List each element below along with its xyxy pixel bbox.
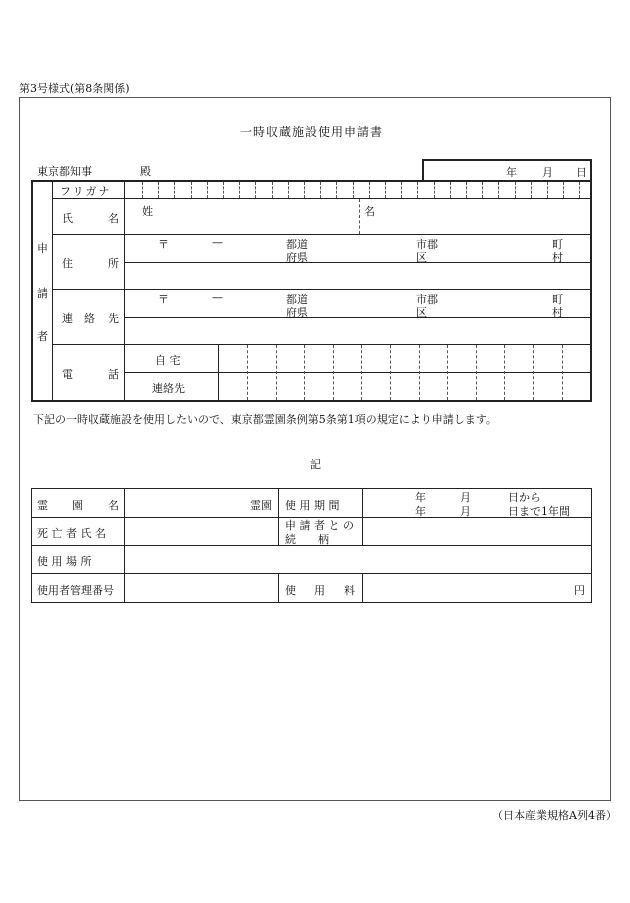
home-phone-label: 自 宅 (155, 354, 181, 367)
furigana-cell-divider (336, 182, 337, 198)
address-label-1: 住 (62, 257, 73, 270)
phone-cell-divider (361, 345, 362, 400)
furigana-cell-divider (450, 182, 451, 198)
cemetery-name-label-1: 霊 (37, 499, 48, 512)
contact-pref-1: 都道 (286, 293, 308, 306)
phone-cell-divider (390, 345, 391, 400)
contact-label-3: 先 (108, 312, 119, 325)
furigana-cell-divider (174, 182, 175, 198)
furigana-cell-divider (466, 182, 467, 198)
furigana-cell-divider (417, 182, 418, 198)
furigana-cell-divider (563, 182, 564, 198)
statement-text: 下記の一時収蔵施設を使用したいので、東京都霊園条例第5条第1項の規定により申請します。 (33, 413, 497, 426)
furigana-cell-divider (158, 182, 159, 198)
contact-postal-mark: 〒 (158, 293, 169, 306)
cemetery-name-label-3: 名 (108, 499, 119, 512)
contact-city-1: 市郡 (416, 293, 438, 306)
period-end-month: 月 (460, 505, 471, 518)
addressee-honorific: 殿 (140, 165, 151, 178)
address-pref-1: 都道 (286, 238, 308, 251)
contact-town-2: 村 (552, 306, 563, 319)
furigana-cell-divider (223, 182, 224, 198)
cemetery-suffix: 霊園 (250, 499, 272, 512)
phone-cell-divider (276, 345, 277, 400)
applicant-top-border (31, 180, 592, 182)
contact-label-2: 絡 (84, 312, 95, 325)
surname-label: 姓 (142, 205, 153, 218)
contact-postal-dash: — (212, 291, 223, 304)
phone-cell-divider (476, 345, 477, 400)
contact-label-1: 連 (62, 312, 73, 325)
relation-label-1: 申 請 者 と の (285, 519, 354, 532)
phone-cell-divider (247, 345, 248, 400)
contact-town-1: 町 (552, 293, 563, 306)
address-postal-mark: 〒 (158, 238, 169, 251)
address-postal-dash: — (212, 236, 223, 249)
furigana-cell-divider (353, 182, 354, 198)
period-end-year: 年 (415, 505, 426, 518)
deceased-label: 死 亡 者 氏 名 (37, 527, 106, 540)
address-label-2: 所 (108, 257, 119, 270)
date-month[interactable]: 月 (542, 166, 553, 179)
cemetery-name-label-2: 園 (72, 499, 83, 512)
furigana-cell-divider (515, 182, 516, 198)
furigana-cell-divider (320, 182, 321, 198)
phone-cell-divider (304, 345, 305, 400)
furigana-cell-divider (239, 182, 240, 198)
furigana-cell-divider (531, 182, 532, 198)
applicant-label-1: 申 (37, 242, 48, 255)
date-day[interactable]: 日 (576, 166, 587, 179)
phone-cell-divider (333, 345, 334, 400)
furigana-cell-divider (579, 182, 580, 198)
furigana-cell-divider (369, 182, 370, 198)
name-label-1: 氏 (62, 212, 73, 225)
period-start-year: 年 (415, 491, 426, 504)
form-title: 一時収蔵施設使用申請書 (240, 125, 384, 139)
furigana-cell-divider (385, 182, 386, 198)
yen-label: 円 (574, 584, 585, 597)
furigana-cell-divider (434, 182, 435, 198)
furigana-cell-divider (304, 182, 305, 198)
relation-label-2: 続 柄 (285, 533, 329, 546)
phone-label-2: 話 (108, 368, 119, 381)
period-end-day: 日まで1年間 (508, 505, 570, 518)
form-number: 第3号様式(第8条関係) (19, 82, 130, 95)
contact-pref-2: 府県 (286, 306, 308, 319)
phone-cell-divider (562, 345, 563, 400)
fee-label-2: 用 (314, 584, 325, 597)
furigana-cell-divider (207, 182, 208, 198)
address-city-1: 市郡 (416, 238, 438, 251)
address-town-1: 町 (552, 238, 563, 251)
place-label: 使 用 場 所 (37, 555, 92, 568)
applicant-label-2: 請 (37, 287, 48, 300)
fee-label-3: 料 (344, 584, 355, 597)
addressee-name: 東京都知事 (37, 165, 92, 178)
furigana-cell-divider (191, 182, 192, 198)
furigana-cell-divider (498, 182, 499, 198)
phone-cell-divider (419, 345, 420, 400)
phone-cell-divider (447, 345, 448, 400)
period-start-day: 日から (508, 491, 541, 504)
phone-cell-divider (533, 345, 534, 400)
manager-no-label: 使用者管理番号 (37, 584, 114, 597)
phone-cell-divider (504, 345, 505, 400)
furigana-cell-divider (482, 182, 483, 198)
given-name-label: 名 (364, 205, 375, 218)
furigana-cell-divider (272, 182, 273, 198)
ki-label: 記 (310, 458, 321, 471)
contact-phone-label: 連絡先 (152, 382, 185, 395)
name-label-2: 名 (108, 212, 119, 225)
furigana-cell-divider (142, 182, 143, 198)
address-pref-2: 府県 (286, 251, 308, 264)
address-town-2: 村 (552, 251, 563, 264)
period-start-month: 月 (460, 491, 471, 504)
furigana-cell-divider (255, 182, 256, 198)
address-city-2: 区 (416, 251, 427, 264)
contact-city-2: 区 (416, 306, 427, 319)
furigana-cell-divider (288, 182, 289, 198)
furigana-cell-divider (547, 182, 548, 198)
furigana-label: フリガナ (60, 185, 112, 198)
form-frame (19, 97, 611, 801)
phone-label-1: 電 (62, 368, 73, 381)
applicant-label-3: 者 (37, 330, 48, 343)
furigana-cell-divider (401, 182, 402, 198)
footer-note: （日本産業規格A列4番） (492, 809, 617, 822)
fee-label-1: 使 (285, 584, 296, 597)
date-year[interactable]: 年 (506, 166, 517, 179)
use-period-label: 使 用 期 間 (285, 499, 340, 512)
